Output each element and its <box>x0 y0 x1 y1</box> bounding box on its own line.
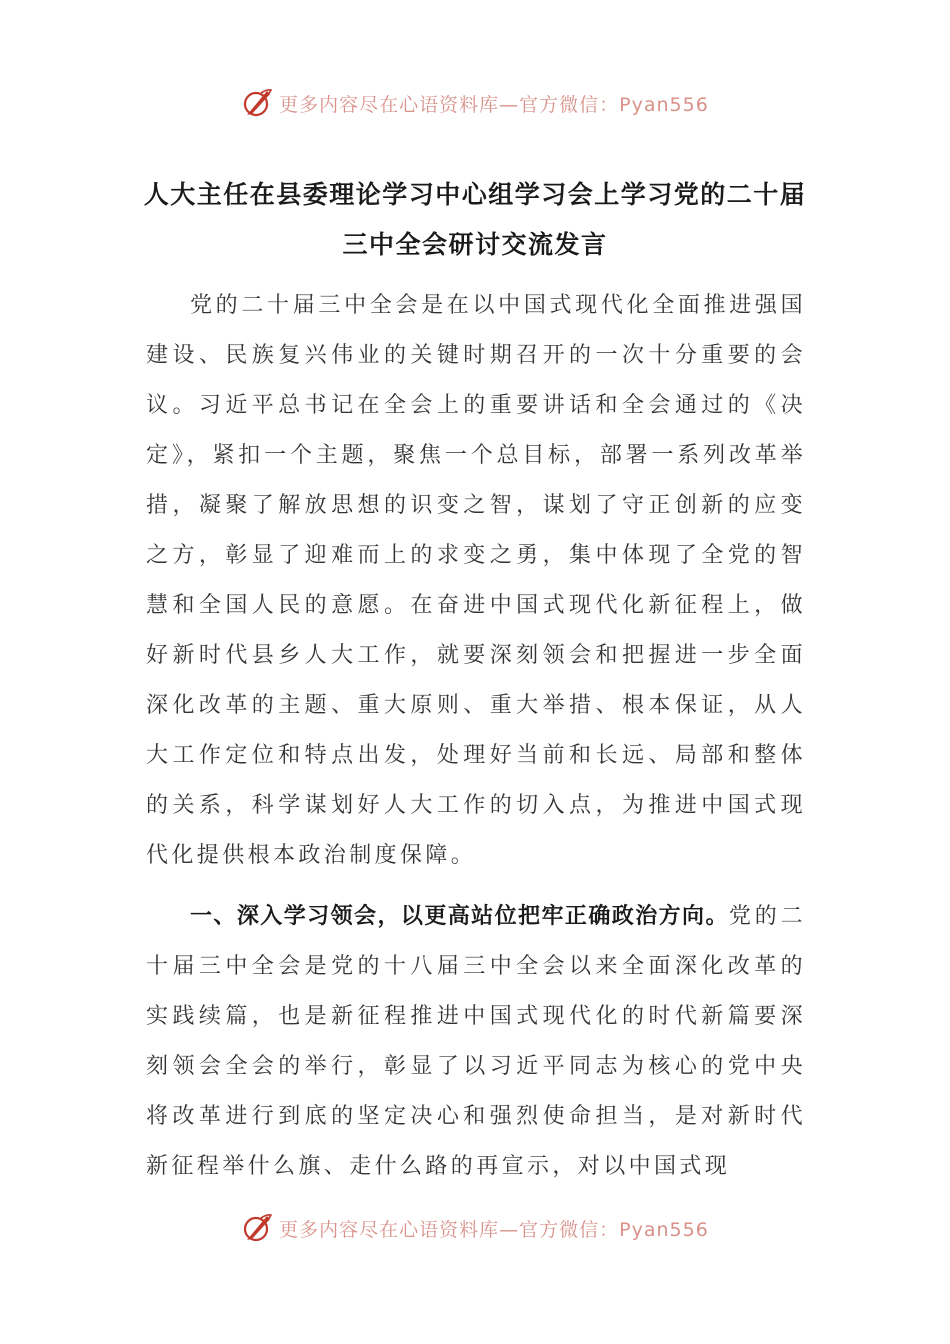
section-1-heading: 一、深入学习领会，以更高站位把牢正确政治方向。 <box>190 903 729 929</box>
intro-paragraph: 党的二十届三中全会是在以中国式现代化全面推进强国建设、民族复兴伟业的关键时期召开的一次十分重要的会议。习近平总书记在全会上的重要讲话和全会通过的《决定》，紧扣一个主题，聚焦一个总目标，部署一系列改革举措，凝聚了解放思想的识变之智，谋划了守正创新的应变之方，彰显了迎难而上的求变之勇，集中体现了全党的智慧和全国人民的意愿。在奋进中国式现代化新征程上，做好新时代县乡人大工作，就要深刻领会和把握进一步全面深化改革的主题、重大原则、重大举措、根本保证，从人大工作定位和特点出发，处理好当前和长远、局部和整体的关系，科学谋划好人大工作的切入点，为推进中国式现代化提供根本政治制度保障。 <box>146 293 806 868</box>
document-body <box>146 281 806 1192</box>
header-watermark-banner <box>0 83 950 123</box>
banner-text: 更多内容尽在心语资料库—官方微信：Pyan556 <box>279 93 709 116</box>
section-1-body: 党的二十届三中全会是党的十八届三中全会以来全面深化改革的实践续篇，也是新征程推进中国式现代化的时代新篇要深刻领会全会的举行，彰显了以习近平同志为核心的党中央将改革进行到底的坚定决心和强烈使命担当，是对新时代新征程举什么旗、走什么路的再宣示，对以中国式现 <box>146 904 806 1179</box>
document-title <box>130 170 820 270</box>
footer-watermark-banner <box>0 1208 950 1248</box>
banner-text: 更多内容尽在心语资料库—官方微信：Pyan556 <box>279 1218 709 1241</box>
title-line-1: 人大主任在县委理论学习中心组学习会上学习党的二十届 <box>143 180 807 209</box>
title-line-2: 三中全会研讨交流发言 <box>342 230 608 259</box>
quill-logo-icon <box>241 87 273 119</box>
quill-logo-icon <box>241 1212 273 1244</box>
section-1-paragraph <box>146 891 806 1192</box>
